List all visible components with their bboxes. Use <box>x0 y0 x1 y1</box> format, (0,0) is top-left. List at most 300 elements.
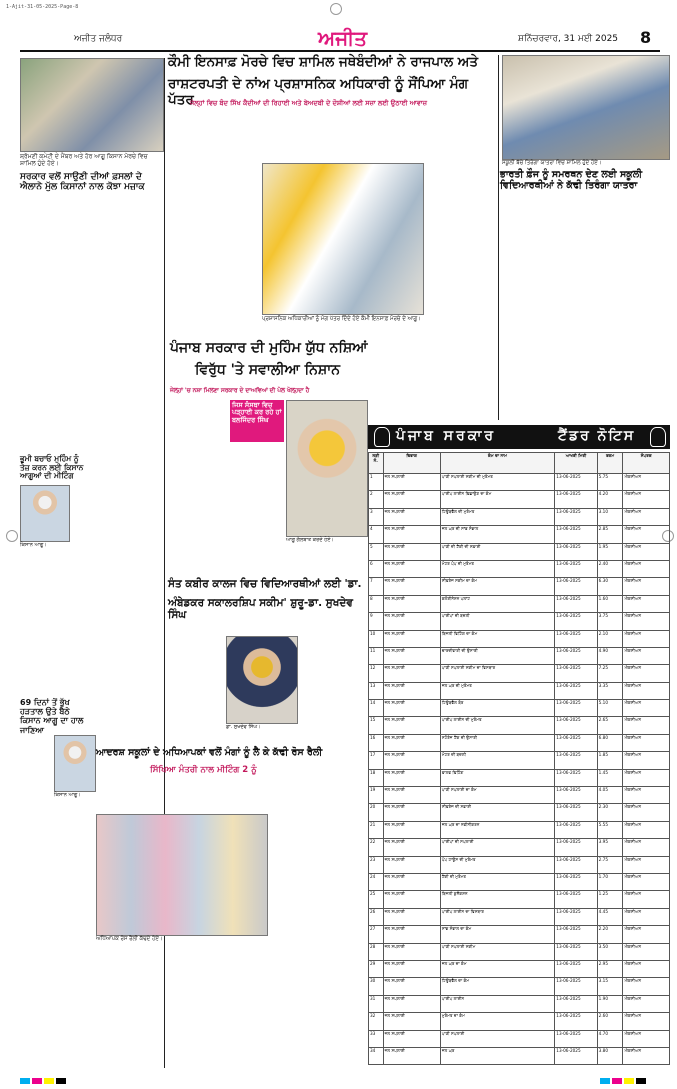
tender-row <box>369 856 670 873</box>
tender-row <box>369 769 670 786</box>
tender-cell: ਐਕਸੀਅਨ <box>623 769 670 786</box>
caption-left-top: ਸ਼੍ਰੋਮਣੀ ਕਮੇਟੀ ਦੇ ਮੈਂਬਰ ਅਤੇ ਹੋਰ ਆਗੂ ਕਿਸਾਨ ਮੋਰਚੇ ਵਿਚ ਸ਼ਾਮਿਲ ਹੁੰਦੇ ਹੋਏ। <box>20 153 148 168</box>
tender-row <box>369 891 670 908</box>
tender-cell: 17 <box>369 752 384 769</box>
tender-cell: ਜਲ ਸਪਲਾਈ <box>383 926 440 943</box>
tender-cell: 5.10 <box>597 700 623 717</box>
tender-cell: 3.95 <box>597 839 623 856</box>
tender-cell: ਐਕਸੀਅਨ <box>623 943 670 960</box>
tender-cell: 13-06-2025 <box>555 508 597 525</box>
tender-cell: 13-06-2025 <box>555 665 597 682</box>
color-swatch <box>612 1078 622 1084</box>
tender-cell: ਪਾਈਪਾਂ ਦੀ ਬਦਲੀ <box>440 613 554 630</box>
tender-cell: ਐਕਸੀਅਨ <box>623 752 670 769</box>
tender-cell: 13-06-2025 <box>555 769 597 786</box>
tender-col-header: ਵਿਭਾਗ <box>383 453 440 474</box>
tender-row <box>369 804 670 821</box>
tender-cell: 25 <box>369 891 384 908</box>
tender-cell: ਟੈਂਕੀ ਦੀ ਮੁਰੰਮਤ <box>440 873 554 890</box>
quote-box <box>230 400 284 442</box>
tender-row <box>369 613 670 630</box>
tender-row <box>369 630 670 647</box>
tender-cell: 2.10 <box>597 630 623 647</box>
tender-cell: 4.45 <box>597 908 623 925</box>
tender-cell: 14 <box>369 700 384 717</box>
tender-cell: ਐਕਸੀਅਨ <box>623 474 670 491</box>
drugs-subheadline: ਜੇਲ੍ਹਾਂ 'ਚ ਨਸ਼ਾ ਮਿਲਣਾ ਸਰਕਾਰ ਦੇ ਦਾਅਵਿਆਂ ਦੀ ਪੋਲ ਖੋਲ੍ਹਦਾ ਹੈ <box>170 388 310 394</box>
tender-cell: ਜਲ ਸਪਲਾਈ <box>383 856 440 873</box>
print-slug: 1-Ajit-31-05-2025-Page-8 <box>6 4 79 10</box>
tender-cell: 16 <box>369 734 384 751</box>
tender-cell: ਜਲ ਸਪਲਾਈ <box>383 769 440 786</box>
tender-cell: 13-06-2025 <box>555 804 597 821</box>
body-text <box>230 560 366 578</box>
section-name: ਅਜੀਤ ਜਲੰਧਰ <box>74 34 123 44</box>
tender-cell: 13-06-2025 <box>555 943 597 960</box>
tender-cell: 13-06-2025 <box>555 491 597 508</box>
tender-cell: 13-06-2025 <box>555 839 597 856</box>
tender-cell: ਜਲ ਸਪਲਾਈ <box>383 560 440 577</box>
tender-cell: ਜਲ ਸਪਲਾਈ <box>383 839 440 856</box>
tender-cell: ਐਕਸੀਅਨ <box>623 508 670 525</box>
color-swatch <box>636 1078 646 1084</box>
tender-cell: ਪਾਈਪਾਂ ਦੀ ਸਪਲਾਈ <box>440 839 554 856</box>
tender-header-row <box>369 453 670 474</box>
tender-cell: 3.75 <box>597 613 623 630</box>
tender-cell: 1.85 <box>597 752 623 769</box>
color-swatch <box>44 1078 54 1084</box>
tender-cell: ਜਲ ਸਪਲਾਈ <box>383 1030 440 1047</box>
registration-mark-icon <box>6 530 18 542</box>
tender-cell: ਐਕਸੀਅਨ <box>623 526 670 543</box>
column-rule <box>498 55 499 420</box>
tender-row <box>369 960 670 977</box>
tender-cell: 1.95 <box>597 543 623 560</box>
tender-cell: ਜਲ ਸਪਲਾਈ <box>383 821 440 838</box>
tender-cell: ਜਲ ਸਪਲਾਈ <box>383 1047 440 1064</box>
tender-row <box>369 943 670 960</box>
tender-cell: 7 <box>369 578 384 595</box>
tender-cell: ਜਲ ਸਪਲਾਈ <box>383 613 440 630</box>
caption-left-mid: ਕਿਸਾਨ ਆਗੂ। <box>20 542 47 548</box>
tender-cell: ਪਾਣੀ ਸਪਲਾਈ ਦਾ ਕੰਮ <box>440 787 554 804</box>
tender-row <box>369 734 670 751</box>
tender-cell: 13-06-2025 <box>555 734 597 751</box>
tender-row <box>369 665 670 682</box>
tender-cell: ਮੁਰੰਮਤ ਦਾ ਕੰਮ <box>440 1013 554 1030</box>
photo-right-top <box>502 55 670 160</box>
tender-cell: 26 <box>369 908 384 925</box>
tender-cell: 27 <box>369 926 384 943</box>
lead-headline-1: ਕੌਮੀ ਇਨਸਾਫ਼ ਮੋਰਚੇ ਵਿਚ ਸ਼ਾਮਿਲ ਜਥੇਬੰਦੀਆਂ ਨੇ ਰਾਜਪਾਲ ਅਤੇ <box>168 54 479 70</box>
tender-cell: ਜਲ ਸਪਲਾਈ <box>383 943 440 960</box>
body-text <box>92 200 164 320</box>
tender-cell: ਜਲ ਘਰ ਦਾ ਕੰਮ <box>440 960 554 977</box>
headline-right-top: ਭਾਰਤੀ ਫ਼ੌਜ ਨੂੰ ਸਮਰਥਨ ਦੇਣ ਲਈ ਸਕੂਲੀ ਵਿਦਿਆਰਥੀਆਂ ਨੇ ਕੱਢੀ ਤਿਰੰਗਾ ਯਾਤਰਾ <box>500 169 643 191</box>
tender-title-band <box>368 425 670 449</box>
tender-cell: ਵਾਲਵ ਫਿਟਿੰਗ <box>440 769 554 786</box>
state-emblem-icon <box>374 427 390 447</box>
state-emblem-icon <box>650 427 666 447</box>
print-color-bar <box>0 1074 677 1089</box>
tender-cell: ਜਲ ਸਪਲਾਈ <box>383 543 440 560</box>
tender-cell: 13-06-2025 <box>555 526 597 543</box>
tender-cell: 4 <box>369 526 384 543</box>
tender-cell: ਐਕਸੀਅਨ <box>623 630 670 647</box>
tender-cell: 5.55 <box>597 821 623 838</box>
body-text <box>96 780 366 812</box>
tender-cell: ਪਾਣੀ ਸਪਲਾਈ ਸਕੀਮ <box>440 943 554 960</box>
tender-title-right: ਟੈਂਡਰ ਨੋਟਿਸ <box>558 428 636 444</box>
caption-left-low: ਕਿਸਾਨ ਆਗੂ। <box>54 792 81 798</box>
quote-text: ਜਿਸ ਸੰਸਥਾ ਵਿਚ ਪੜ੍ਹਾਈ ਕਰ ਰਹੇ ਹਾਂ ਬਲਜਿੰਦਰ ਸਿੰਘ <box>232 401 282 424</box>
caption-college: ਡਾ. ਸੁਖਦੇਵ ਸਿੰਘ। <box>226 724 261 730</box>
tender-cell: ਜਲ ਸਪਲਾਈ <box>383 647 440 664</box>
tender-cell: ਟਿਊਬਵੈੱਲ ਬੋਰ <box>440 700 554 717</box>
tender-cell: 3 <box>369 508 384 525</box>
tender-cell: 3.80 <box>597 1047 623 1064</box>
tender-cell: ਜਲ ਘਰ ਦਾ ਨਵੀਨੀਕਰਨ <box>440 821 554 838</box>
caption-lead: ਪ੍ਰਸ਼ਾਸਨਿਕ ਅਧਿਕਾਰੀਆਂ ਨੂੰ ਮੰਗ ਪੱਤਰ ਦਿੰਦੇ ਹੋਏ ਕੌਮੀ ਇਨਸਾਫ਼ ਮੋਰਚੇ ਦੇ ਆਗੂ। <box>262 316 421 322</box>
tender-row <box>369 1030 670 1047</box>
caption-right-top: ਸਕੂਲੀ ਬੱਚੇ ਤਿਰੰਗਾ ਯਾਤਰਾ ਵਿਚ ਸ਼ਾਮਿਲ ਹੁੰਦੇ ਹੋਏ। <box>502 160 602 166</box>
tender-cell: 22 <box>369 839 384 856</box>
tender-cell: 34 <box>369 1047 384 1064</box>
tender-cell: 13-06-2025 <box>555 960 597 977</box>
tender-cell: 6.30 <box>597 578 623 595</box>
tender-cell: ਐਕਸੀਅਨ <box>623 700 670 717</box>
tender-cell: 13-06-2025 <box>555 1030 597 1047</box>
tender-cell: ਐਕਸੀਅਨ <box>623 595 670 612</box>
tender-col-header: ਕੰਮ ਦਾ ਨਾਮ <box>440 453 554 474</box>
body-text <box>300 620 366 740</box>
tender-col-header: ਲੜੀ ਨੰ. <box>369 453 384 474</box>
body-text <box>20 805 92 1065</box>
tender-title-left: ਪੰਜਾਬ ਸਰਕਾਰ <box>396 428 497 444</box>
tender-cell: 7.25 <box>597 665 623 682</box>
tender-cell: ਐਕਸੀਅਨ <box>623 665 670 682</box>
lead-subheadline: ਜੇਲ੍ਹਾਂ ਵਿਚ ਬੰਦ ਸਿੱਖ ਕੈਦੀਆਂ ਦੀ ਰਿਹਾਈ ਅਤੇ ਬੇਅਦਬੀ ਦੇ ਦੋਸ਼ੀਆਂ ਲਈ ਸਜ਼ਾ ਲਈ ਉਠਾਈ ਆਵਾਜ਼ <box>190 99 427 107</box>
tender-cell: 19 <box>369 787 384 804</box>
tender-cell: 1.90 <box>597 995 623 1012</box>
tender-cell: ਜਲ ਸਪਲਾਈ <box>383 734 440 751</box>
tender-row <box>369 787 670 804</box>
body-text <box>500 200 580 415</box>
body-text <box>168 620 223 740</box>
tender-col-header: ਆਖਰੀ ਮਿਤੀ <box>555 453 597 474</box>
body-text <box>386 112 494 160</box>
color-swatch <box>32 1078 42 1084</box>
tender-cell: ਜਲ ਸਪਲਾਈ <box>383 1013 440 1030</box>
tender-cell: 3.35 <box>597 682 623 699</box>
tender-cell: ਜਲ ਸਪਲਾਈ <box>383 526 440 543</box>
tender-row <box>369 978 670 995</box>
tender-cell: ਪਾਣੀ ਦੀ ਟੈਂਕੀ ਦੀ ਸਫ਼ਾਈ <box>440 543 554 560</box>
tender-cell: 23 <box>369 856 384 873</box>
photo-lead <box>262 163 424 315</box>
tender-cell: 4.70 <box>597 1030 623 1047</box>
tender-cell: ਐਕਸੀਅਨ <box>623 543 670 560</box>
tender-cell: ਪਾਈਪ ਲਾਈਨ <box>440 995 554 1012</box>
tender-row <box>369 1013 670 1030</box>
tender-cell: 13 <box>369 682 384 699</box>
color-swatch <box>600 1078 610 1084</box>
tender-cell: 2.75 <box>597 856 623 873</box>
tender-cell: 2 <box>369 491 384 508</box>
tender-cell: 13-06-2025 <box>555 578 597 595</box>
tender-cell: ਜਲ ਸਪਲਾਈ <box>383 908 440 925</box>
tender-cell: ਐਕਸੀਅਨ <box>623 804 670 821</box>
tender-cell: ਐਕਸੀਅਨ <box>623 787 670 804</box>
tender-cell: 1.60 <box>597 595 623 612</box>
tender-cell: ਜਲ ਸਪਲਾਈ <box>383 595 440 612</box>
tender-row <box>369 543 670 560</box>
college-headline-1: ਸੰਤ ਕਬੀਰ ਕਾਲਜ ਵਿਚ ਵਿਦਿਆਰਥੀਆਂ ਲਈ 'ਡਾ. <box>168 578 362 590</box>
drugs-headline-1: ਪੰਜਾਬ ਸਰਕਾਰ ਦੀ ਮੁਹਿੰਮ ਯੁੱਧ ਨਸ਼ਿਆਂ <box>170 340 368 356</box>
tender-cell: 1 <box>369 474 384 491</box>
tender-cell: ਜਲ ਘਰ ਦੀ ਸਾਂਭ ਸੰਭਾਲ <box>440 526 554 543</box>
body-text <box>324 112 382 160</box>
tender-cell: 5 <box>369 543 384 560</box>
body-text <box>20 730 50 800</box>
drugs-headline-2: ਵਿਰੁੱਧ 'ਤੇ ਸਵਾਲੀਆ ਨਿਸ਼ਾਨ <box>195 362 340 378</box>
tender-cell: 6 <box>369 560 384 577</box>
tender-cell: 1.25 <box>597 891 623 908</box>
tender-cell: ਐਕਸੀਅਨ <box>623 682 670 699</box>
tender-cell: 4.90 <box>597 647 623 664</box>
tender-col-header: ਰਕਮ <box>597 453 623 474</box>
tender-cell: ਐਕਸੀਅਨ <box>623 491 670 508</box>
tender-cell: ਐਕਸੀਅਨ <box>623 1047 670 1064</box>
photo-left-low <box>54 735 96 792</box>
photo-left-mid <box>20 485 70 542</box>
rally-subheadline: ਸਿੱਖਿਆ ਮੰਤਰੀ ਨਾਲ ਮੀਟਿੰਗ 2 ਨੂੰ <box>150 765 257 775</box>
tender-row <box>369 578 670 595</box>
tender-row <box>369 508 670 525</box>
tender-cell: 1.70 <box>597 873 623 890</box>
tender-col-header: ਸੰਪਰਕ <box>623 453 670 474</box>
color-swatch <box>624 1078 634 1084</box>
caption-rally: ਅਧਿਆਪਕ ਰੋਸ ਰੈਲੀ ਕੱਢਦੇ ਹੋਏ। <box>96 936 163 942</box>
tender-cell: 13-06-2025 <box>555 682 597 699</box>
tender-row <box>369 839 670 856</box>
tender-cell: 28 <box>369 943 384 960</box>
body-text <box>20 555 90 695</box>
tender-row <box>369 474 670 491</box>
tender-cell: 2.30 <box>597 804 623 821</box>
lead-headline-2: ਰਾਸ਼ਟਰਪਤੀ ਦੇ ਨਾਂਅ ਪ੍ਰਸ਼ਾਸਨਿਕ ਅਧਿਕਾਰੀ ਨੂੰ ਸੌਂਪਿਆ ਮੰਗ ਪੱਤਰ <box>168 76 469 108</box>
tender-cell: ਜਲ ਸਪਲਾਈ <box>383 491 440 508</box>
tender-cell: 13-06-2025 <box>555 787 597 804</box>
tender-cell: 13-06-2025 <box>555 908 597 925</box>
tender-cell: 4.20 <box>597 491 623 508</box>
body-text <box>168 112 258 327</box>
tender-cell: 13-06-2025 <box>555 891 597 908</box>
tender-cell: ਐਕਸੀਅਨ <box>623 560 670 577</box>
photo-left-top <box>20 58 164 152</box>
caption-drugs: ਆਗੂ ਗੱਲਬਾਤ ਕਰਦੇ ਹੋਏ। <box>286 537 334 543</box>
body-text <box>584 200 668 415</box>
college-headline-2: ਅੰਬੇਡਕਰ ਸਕਾਲਰਸ਼ਿਪ ਸਕੀਮ' ਸ਼ੁਰੂ-ਡਾ. ਸੁਖਦੇਵ ਸਿੰਘ <box>168 597 353 622</box>
tender-cell: 33 <box>369 1030 384 1047</box>
tender-cell: 30 <box>369 978 384 995</box>
tender-cell: ਐਕਸੀਅਨ <box>623 960 670 977</box>
tender-cell: 3.10 <box>597 508 623 525</box>
tender-cell: ਜਲ ਸਪਲਾਈ <box>383 578 440 595</box>
tender-cell: ਬਿਜਲੀ ਫਿਟਿੰਗ ਦਾ ਕੰਮ <box>440 630 554 647</box>
tender-cell: 4.05 <box>597 787 623 804</box>
body-text <box>426 163 496 323</box>
tender-row <box>369 700 670 717</box>
tender-cell: 29 <box>369 960 384 977</box>
tender-cell: 10 <box>369 630 384 647</box>
tender-cell: 13-06-2025 <box>555 995 597 1012</box>
body-text <box>96 620 158 740</box>
tender-cell: 5.75 <box>597 474 623 491</box>
tender-cell: 2.40 <box>597 560 623 577</box>
tender-row <box>369 821 670 838</box>
tender-cell: ਐਕਸੀਅਨ <box>623 839 670 856</box>
tender-cell: ਪਾਣੀ ਸਪਲਾਈ ਸਕੀਮ ਦੀ ਮੁਰੰਮਤ <box>440 474 554 491</box>
body-text <box>286 548 366 560</box>
tender-cell: 18 <box>369 769 384 786</box>
tender-cell: 13-06-2025 <box>555 873 597 890</box>
tender-cell: 8 <box>369 595 384 612</box>
tender-cell: ਕਲੋਰੀਨੇਸ਼ਨ ਪਲਾਂਟ <box>440 595 554 612</box>
tender-cell: ਜਲ ਸਪਲਾਈ <box>383 717 440 734</box>
tender-cell: ਜਲ ਸਪਲਾਈ <box>383 682 440 699</box>
tender-cell: ਜਲ ਸਪਲਾਈ <box>383 960 440 977</box>
tender-cell: 2.95 <box>597 960 623 977</box>
tender-row <box>369 647 670 664</box>
tender-cell: 13-06-2025 <box>555 821 597 838</box>
tender-cell: 13-06-2025 <box>555 700 597 717</box>
tender-cell: 13-06-2025 <box>555 926 597 943</box>
tender-cell: 1.45 <box>597 769 623 786</box>
tender-cell: ਪੰਪ ਹਾਊਸ ਦੀ ਮੁਰੰਮਤ <box>440 856 554 873</box>
tender-cell: 20 <box>369 804 384 821</box>
tender-row <box>369 752 670 769</box>
tender-cell: 9 <box>369 613 384 630</box>
body-text <box>270 814 366 1064</box>
tender-cell: ਸਾਂਭ ਸੰਭਾਲ ਦਾ ਕੰਮ <box>440 926 554 943</box>
tender-cell: ਜਲ ਘਰ <box>440 1047 554 1064</box>
tender-row <box>369 595 670 612</box>
tender-cell: ਐਕਸੀਅਨ <box>623 995 670 1012</box>
rally-headline: ਆਦਰਸ਼ ਸਕੂਲਾਂ ਦੇ ਅਧਿਆਪਕਾਂ ਵਲੋਂ ਮੰਗਾਂ ਨੂੰ ਲੈ ਕੇ ਕੱਢੀ ਰੋਸ ਰੈਲੀ <box>96 747 323 758</box>
tender-cell: ਐਕਸੀਅਨ <box>623 873 670 890</box>
tender-cell: ਐਕਸੀਅਨ <box>623 1013 670 1030</box>
newspaper-logo: ਅਜੀਤ <box>318 26 368 50</box>
issue-date: ਸ਼ਨਿੱਚਰਵਾਰ, 31 ਮਈ 2025 <box>518 34 619 44</box>
tender-cell: 13-06-2025 <box>555 647 597 664</box>
tender-rows <box>369 474 670 1065</box>
tender-cell: 6.80 <box>597 734 623 751</box>
tender-cell: 13-06-2025 <box>555 717 597 734</box>
tender-cell: ਐਕਸੀਅਨ <box>623 578 670 595</box>
tender-cell: 15 <box>369 717 384 734</box>
color-swatch <box>56 1078 66 1084</box>
tender-cell: ਮੋਟਰ ਪੰਪ ਦੀ ਮੁਰੰਮਤ <box>440 560 554 577</box>
headline-left-top: ਸਰਕਾਰ ਵਲੋਂ ਸਾਉਣੀ ਦੀਆਂ ਫ਼ਸਲਾਂ ਦੇ ਐਲਾਨੇ ਮੁੱਲ ਕਿਸਾਨਾਂ ਨਾਲ ਕੋਝਾ ਮਜ਼ਾਕ <box>20 172 145 193</box>
tender-cell: ਜਲ ਸਪਲਾਈ <box>383 700 440 717</box>
tender-row <box>369 926 670 943</box>
tender-cell: ਜਲ ਸਪਲਾਈ <box>383 995 440 1012</box>
tender-cell: ਐਕਸੀਅਨ <box>623 821 670 838</box>
tender-cell: ਮੋਟਰ ਦੀ ਬਦਲੀ <box>440 752 554 769</box>
body-text <box>72 485 90 555</box>
tender-cell: 3.50 <box>597 943 623 960</box>
tender-cell: 11 <box>369 647 384 664</box>
tender-cell: ਟਿਊਬਵੈੱਲ ਦਾ ਕੰਮ <box>440 978 554 995</box>
tender-cell: ਜਲ ਸਪਲਾਈ <box>383 978 440 995</box>
tender-cell: 12 <box>369 665 384 682</box>
tender-cell: ਜਲ ਸਪਲਾਈ <box>383 804 440 821</box>
tender-cell: ਪਾਈਪ ਲਾਈਨ ਵਿਛਾਉਣ ਦਾ ਕੰਮ <box>440 491 554 508</box>
registration-mark-icon <box>330 3 342 15</box>
tender-cell: ਐਕਸੀਅਨ <box>623 856 670 873</box>
tender-cell: 21 <box>369 821 384 838</box>
tender-cell: ਐਕਸੀਅਨ <box>623 908 670 925</box>
body-text <box>230 446 284 556</box>
tender-cell: 13-06-2025 <box>555 595 597 612</box>
tender-cell: ਐਕਸੀਅਨ <box>623 647 670 664</box>
photo-drugs <box>286 400 368 537</box>
tender-cell: ਟਿਊਬਵੈੱਲ ਦੀ ਮੁਰੰਮਤ <box>440 508 554 525</box>
tender-row <box>369 995 670 1012</box>
tender-cell: ਬਿਜਲੀ ਕੁਨੈਕਸ਼ਨ <box>440 891 554 908</box>
photo-rally <box>96 814 268 936</box>
body-text <box>96 946 266 1064</box>
tender-cell: 13-06-2025 <box>555 978 597 995</box>
tender-cell: 2.65 <box>597 717 623 734</box>
tender-cell: ਪਾਣੀ ਸਪਲਾਈ <box>440 1030 554 1047</box>
tender-cell: 13-06-2025 <box>555 1013 597 1030</box>
tender-row <box>369 560 670 577</box>
tender-cell: ਜਲ ਸਪਲਾਈ <box>383 474 440 491</box>
tender-cell: 13-06-2025 <box>555 560 597 577</box>
tender-table <box>368 452 670 1065</box>
tender-cell: ਜਲ ਸਪਲਾਈ <box>383 508 440 525</box>
tender-cell: ਸੀਵਰੇਜ ਦੀ ਸਫ਼ਾਈ <box>440 804 554 821</box>
tender-cell: ਚਾਰਦੀਵਾਰੀ ਦੀ ਉਸਾਰੀ <box>440 647 554 664</box>
tender-cell: 13-06-2025 <box>555 613 597 630</box>
tender-cell: ਪਾਈਪ ਲਾਈਨ ਦੀ ਮੁਰੰਮਤ <box>440 717 554 734</box>
tender-cell: 2.20 <box>597 926 623 943</box>
tender-cell: ਐਕਸੀਅਨ <box>623 978 670 995</box>
tender-cell: ਜਲ ਸਪਲਾਈ <box>383 787 440 804</box>
body-text <box>20 200 86 450</box>
tender-cell: ਜਲ ਘਰ ਦੀ ਮੁਰੰਮਤ <box>440 682 554 699</box>
tender-row <box>369 873 670 890</box>
tender-cell: 13-06-2025 <box>555 630 597 647</box>
page-number: 8 <box>640 28 652 47</box>
tender-cell: ਸਟੋਰੇਜ ਟੈਂਕ ਦੀ ਉਸਾਰੀ <box>440 734 554 751</box>
tender-cell: 13-06-2025 <box>555 752 597 769</box>
tender-cell: ਜਲ ਸਪਲਾਈ <box>383 752 440 769</box>
tender-cell: 3.15 <box>597 978 623 995</box>
tender-cell: ਐਕਸੀਅਨ <box>623 717 670 734</box>
tender-cell: 13-06-2025 <box>555 543 597 560</box>
headline-left-low: 69 ਦਿਨਾਂ ਤੋਂ ਭੁੱਖ ਹੜਤਾਲ ਉਤੇ ਬੈਠੇ ਕਿਸਾਨ ਆਗੂ ਦਾ ਹਾਲ ਜਾਣਿਆ <box>20 698 84 735</box>
tender-cell: ਪਾਣੀ ਸਪਲਾਈ ਸਕੀਮ ਦਾ ਵਿਸਥਾਰ <box>440 665 554 682</box>
tender-cell: 13-06-2025 <box>555 474 597 491</box>
tender-cell: ਐਕਸੀਅਨ <box>623 1030 670 1047</box>
tender-cell: ਐਕਸੀਅਨ <box>623 926 670 943</box>
tender-cell: 32 <box>369 1013 384 1030</box>
tender-cell: 2.85 <box>597 526 623 543</box>
masthead <box>20 28 660 52</box>
